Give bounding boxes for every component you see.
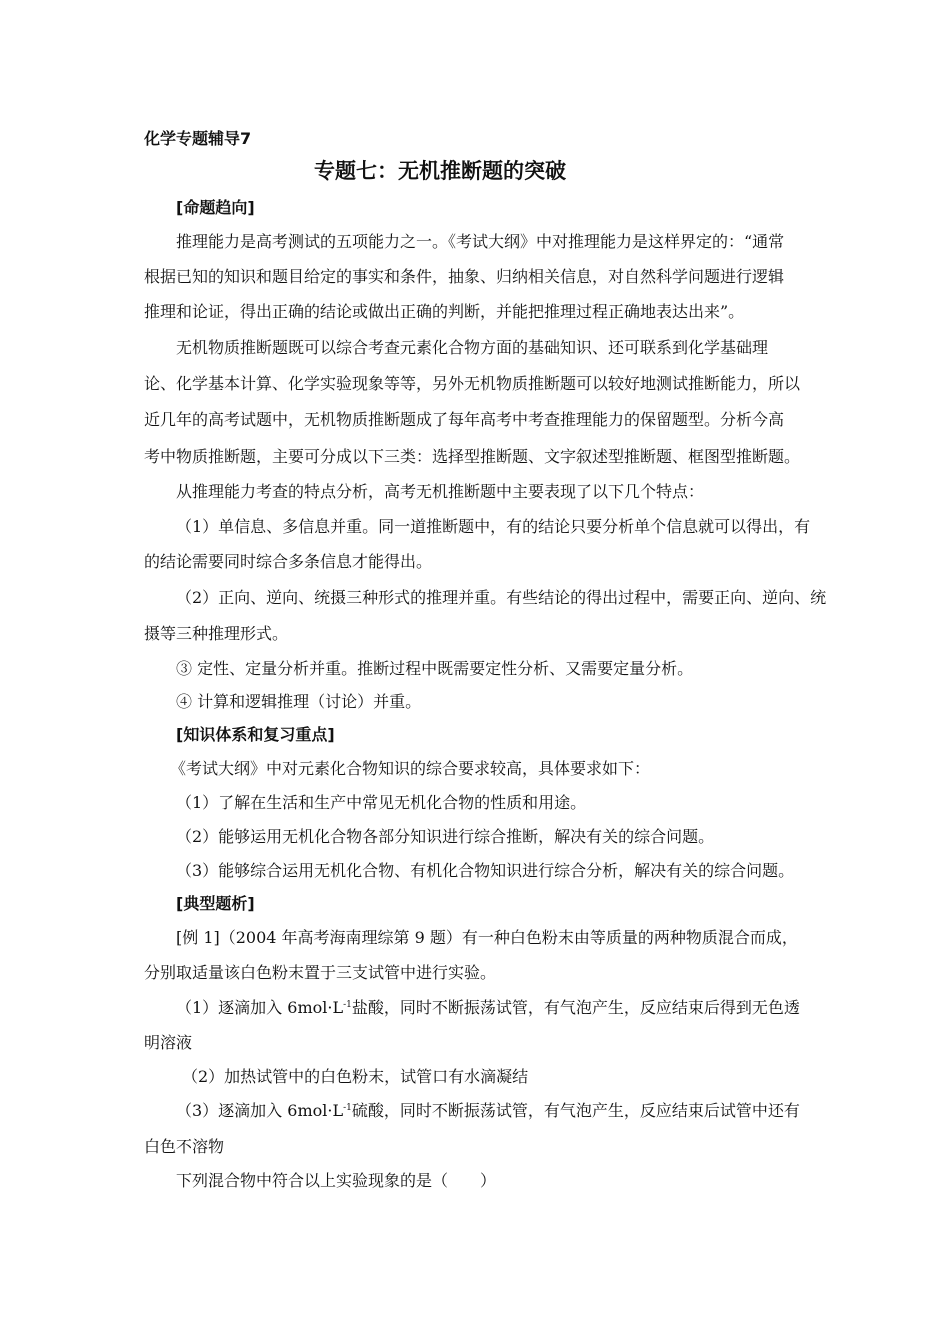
condition-2: （2）加热试管中的白色粉末，试管口有水滴凝结	[182, 1067, 529, 1086]
condition-3-text-b: 硫酸，同时不断振荡试管，有气泡产生，反应结束后试管中还有	[351, 1101, 800, 1120]
paragraph-2-line-3: 近几年的高考试题中，无机物质推断题成了每年高考中考查推理能力的保留题型。分析今高	[144, 410, 785, 429]
feature-4: ④ 计算和逻辑推理（讨论）并重。	[176, 692, 422, 711]
condition-3-line-1	[176, 1100, 800, 1122]
feature-1-line-1: （1）单信息、多信息并重。同一道推断题中，有的结论只要分析单个信息就可以得出，有	[176, 517, 811, 536]
feature-2-line-1: （2）正向、逆向、统摄三种形式的推理并重。有些结论的得出过程中，需要正向、逆向、统	[176, 588, 827, 607]
condition-1-text-b: 盐酸，同时不断振荡试管，有气泡产生，反应结束后得到无色透	[351, 998, 800, 1017]
condition-1-text-a: （1）逐滴加入 6mol·L	[176, 998, 344, 1017]
section-heading-trend: [命题趋向]	[176, 198, 255, 217]
paragraph-1-line-1: 推理能力是高考测试的五项能力之一。《考试大纲》中对推理能力是这样界定的：“通常	[176, 232, 785, 251]
knowledge-item-3: （3）能够综合运用无机化合物、有机化合物知识进行综合分析，解决有关的综合问题。	[176, 861, 795, 880]
example-line-1: [例 1]（2004 年高考海南理综第 9 题）有一种白色粉末由等质量的两种物质混合而成，	[176, 928, 798, 947]
unit-exponent: -1	[343, 1000, 352, 1010]
feature-1-line-2: 的结论需要同时综合多条信息才能得出。	[144, 552, 433, 571]
condition-1-line-1	[176, 997, 800, 1019]
question-line: 下列混合物中符合以上实验现象的是（ ）	[176, 1171, 497, 1190]
condition-3-text-a: （3）逐滴加入 6mol·L	[176, 1101, 344, 1120]
unit-exponent: -1	[343, 1103, 352, 1113]
feature-3: ③ 定性、定量分析并重。推断过程中既需要定性分析、又需要定量分析。	[176, 659, 694, 678]
page-title: 专题七：无机推断题的突破	[314, 159, 566, 183]
example-line-2: 分别取适量该白色粉末置于三支试管中进行实验。	[144, 963, 497, 982]
knowledge-item-2: （2）能够运用无机化合物各部分知识进行综合推断，解决有关的综合问题。	[176, 827, 715, 846]
paragraph-2-line-4: 考中物质推断题，主要可分成以下三类：选择型推断题、文字叙述型推断题、框图型推断题。	[144, 447, 801, 466]
paragraph-2-line-2: 论、化学基本计算、化学实验现象等等，另外无机物质推断题可以较好地测试推断能力，所以	[144, 374, 801, 393]
knowledge-intro: 《考试大纲》中对元素化合物知识的综合要求较高，具体要求如下：	[170, 759, 651, 778]
paragraph-3: 从推理能力考查的特点分析，高考无机推断题中主要表现了以下几个特点：	[176, 482, 705, 501]
section-heading-knowledge: [知识体系和复习重点]	[176, 725, 335, 744]
feature-2-line-2: 摄等三种推理形式。	[144, 624, 289, 643]
paragraph-2-line-1: 无机物质推断题既可以综合考查元素化合物方面的基础知识、还可联系到化学基础理	[176, 338, 769, 357]
knowledge-item-1: （1）了解在生活和生产中常见无机化合物的性质和用途。	[176, 793, 587, 812]
series-heading: 化学专题辅导7	[144, 129, 252, 148]
paragraph-1-line-3: 推理和论证，得出正确的结论或做出正确的判断，并能把推理过程正确地表达出来”。	[144, 302, 745, 321]
paragraph-1-line-2: 根据已知的知识和题目给定的事实和条件，抽象、归纳相关信息，对自然科学问题进行逻辑	[144, 267, 785, 286]
condition-3-line-2: 白色不溶物	[144, 1137, 225, 1156]
section-heading-examples: [典型题析]	[176, 894, 255, 913]
condition-1-line-2: 明溶液	[144, 1033, 193, 1052]
